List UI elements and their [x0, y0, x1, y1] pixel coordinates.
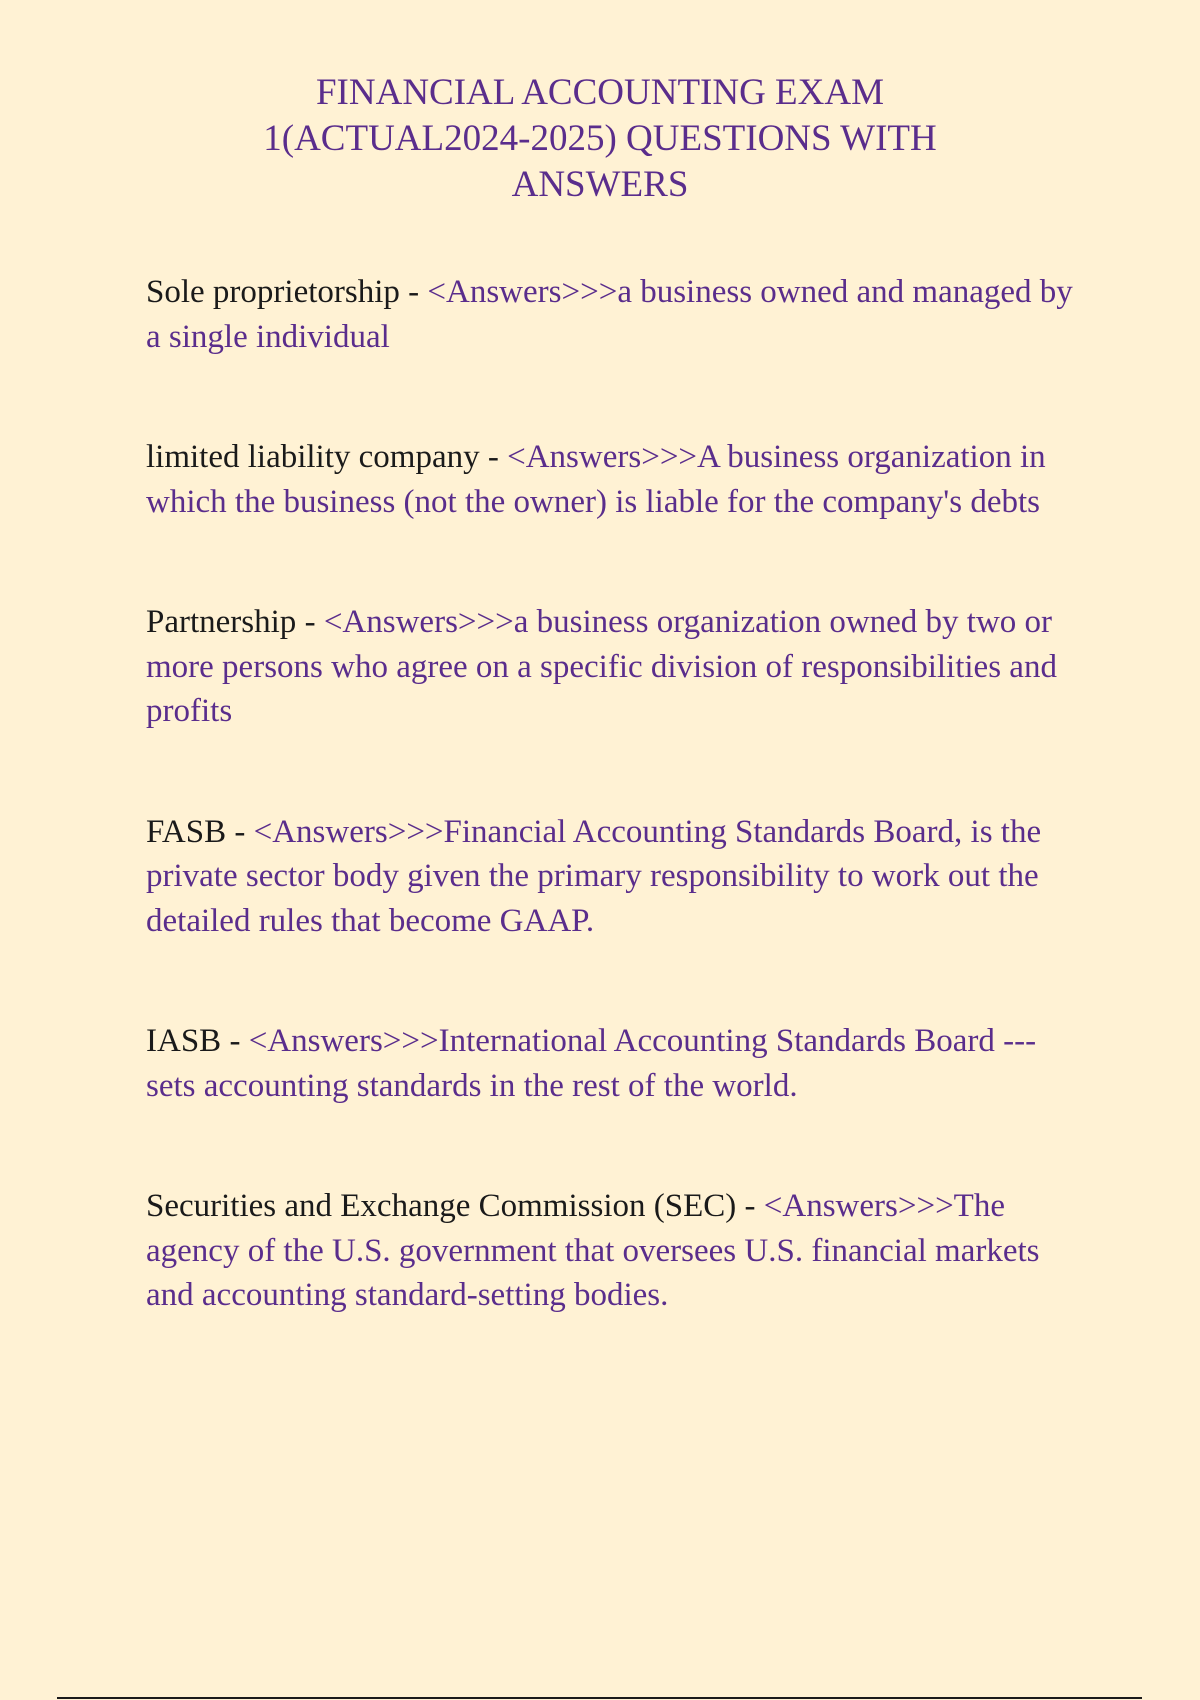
- entry-term: Sole proprietorship: [146, 274, 400, 310]
- title-line-2: 1(ACTUAL2024-2025) QUESTIONS WITH: [263, 118, 937, 159]
- bottom-divider: [57, 1697, 1142, 1699]
- entry-answer: <Answers>>>International Accounting Standards Board --- sets accounting standards in the rest of the world.: [146, 1023, 1037, 1104]
- entry-separator: -: [296, 604, 324, 640]
- flashcard-entry: [146, 1019, 1076, 1108]
- entry-answer: <Answers>>>Financial Accounting Standards Board, is the private sector body given the primary responsibility to work out the detailed rules that become GAAP.: [146, 813, 1042, 939]
- entry-answer: <Answers>>>A business organization in which the business (not the owner) is liable for the company's debts: [146, 439, 1046, 520]
- entry-answer: <Answers>>>a business organization owned by two or more persons who agree on a specific division of responsibilities and profits: [146, 604, 1057, 729]
- entry-term: Securities and Exchange Commission (SEC): [146, 1188, 737, 1224]
- flashcard-entry: [146, 810, 1076, 944]
- entry-separator: -: [736, 1188, 764, 1224]
- flashcard-entry: [146, 1184, 1076, 1318]
- entry-separator: -: [226, 813, 254, 850]
- entry-separator: -: [479, 439, 508, 475]
- title-line-3: ANSWERS: [511, 164, 689, 205]
- entry-answer: <Answers>>>a business owned and managed by a single individual: [146, 274, 1073, 355]
- entry-term: IASB: [146, 1023, 222, 1059]
- flashcard-entry: [146, 270, 1076, 359]
- entry-term: FASB: [146, 813, 227, 850]
- title-line-1: FINANCIAL ACCOUNTING EXAM: [315, 72, 884, 113]
- entry-answer: <Answers>>>The agency of the U.S. government that oversees U.S. financial markets and accounting standard-setting bodies.: [146, 1188, 1040, 1313]
- entry-term: Partnership: [146, 604, 297, 640]
- flashcard-list: [146, 270, 1076, 1394]
- entry-term: limited liability company: [146, 439, 480, 475]
- entry-separator: -: [221, 1023, 249, 1059]
- flashcard-entry: [146, 600, 1076, 734]
- entry-separator: -: [399, 274, 428, 310]
- flashcard-entry: [146, 435, 1076, 524]
- page-title: [200, 70, 1000, 208]
